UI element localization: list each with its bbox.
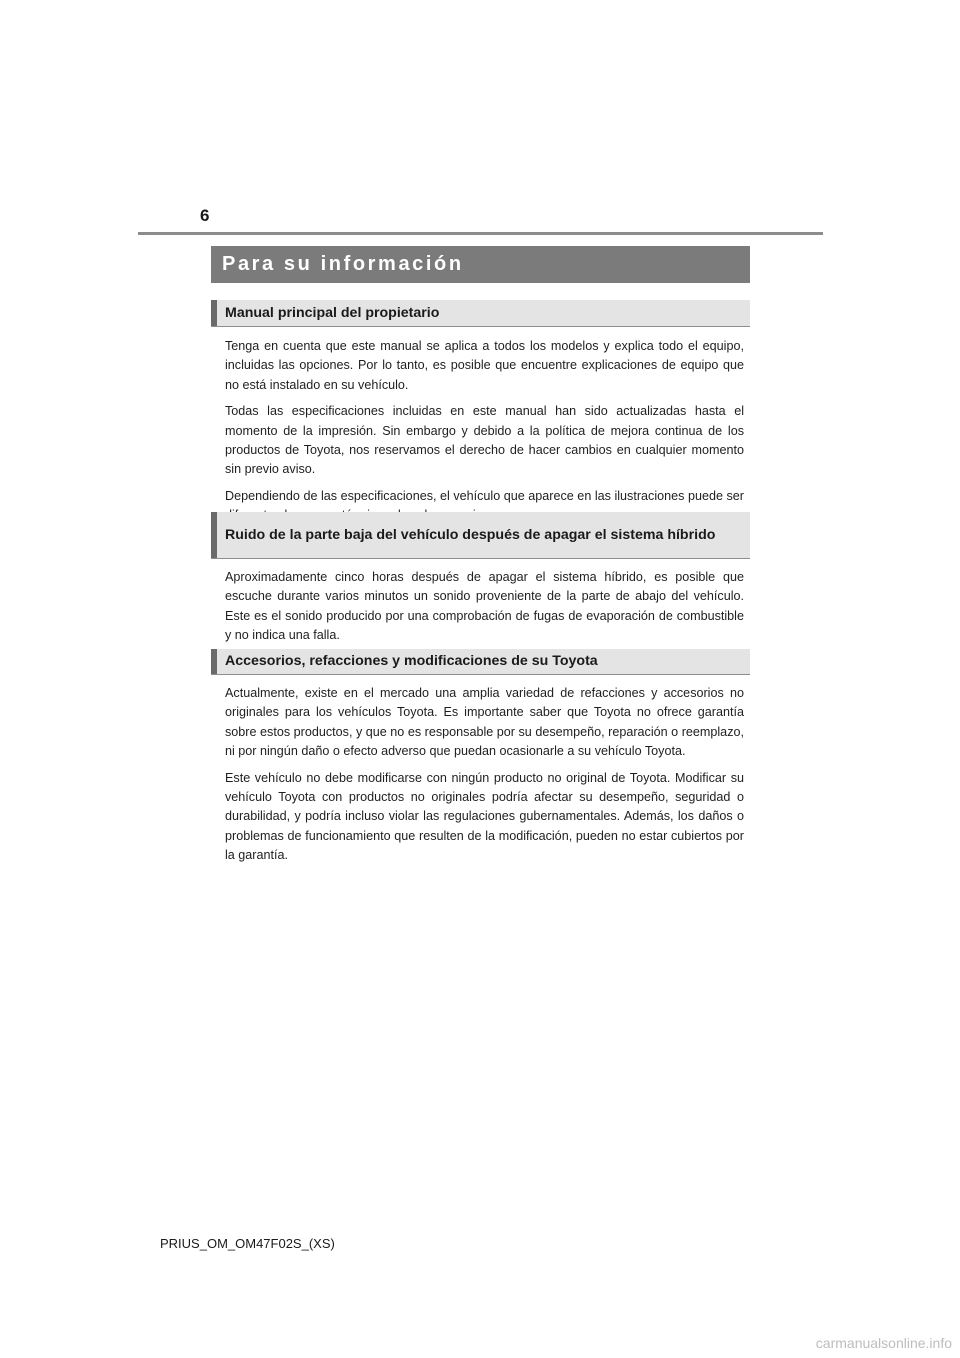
paragraph: Todas las especificaciones incluidas en este manual han sido actualizadas hasta el momento de la impresión. Sin embargo y debido a la política de mejora continua de los productos de Toyota, nos reservamos el derecho de hacer cambios en cualquier momento sin previo aviso. (225, 404, 744, 477)
section-accent (211, 512, 217, 558)
page-title: Para su información (222, 253, 464, 275)
section-accent (211, 300, 217, 326)
paragraph: Actualmente, existe en el mercado una amplia variedad de refacciones y accesorios no originales para los vehículos Toyota. Es importante saber que Toyota no ofrece garantía sobre estos productos, y que no es responsable por su desempeño, reparación o reemplazo, ni por ningún daño o efecto adverso que puedan ocasionarle a su vehículo Toyota. (225, 686, 744, 759)
watermark: carmanualsonline.info (815, 1335, 952, 1351)
section-body-manual (225, 337, 744, 533)
section-heading: Manual principal del propietario (225, 304, 440, 321)
paragraph: Dependiendo de las especificaciones, el vehículo que aparece en las ilustraciones puede ser (225, 488, 744, 503)
section-heading: Accesorios, refacciones y modificaciones de su Toyota (225, 653, 598, 669)
section-body-ruido (225, 568, 744, 653)
section-header-ruido (211, 512, 750, 559)
section-accent (211, 649, 217, 674)
paragraph: Este vehículo no debe modificarse con ningún producto no original de Toyota. Modificar su vehículo Toyota con productos no originales podría afectar su desempeño, seguridad o durabilidad, y podría incluso violar las regulaciones gubernamentales. Además, los daños o problemas de funcionamiento que resulten de la modificación, pueden no estar cubiertos por la garantía. (225, 770, 744, 863)
section-heading: Ruido de la parte baja del vehículo después de apagar el sistema híbrido (225, 526, 716, 543)
paragraph: Aproximadamente cinco horas después de apagar el sistema híbrido, es posible que escuche durante varios minutos un sonido proveniente de la parte de abajo del vehículo. Este es el sonido producido por una comprobación de fugas de evaporación de combustible y no indica una falla. (225, 570, 744, 643)
page-title-bar (211, 246, 750, 283)
paragraph: Tenga en cuenta que este manual se aplica a todos los modelos y explica todo el equipo, incluidas las opciones. Por lo tanto, es posible que encuentre explicaciones de equipo que no está instalado en su vehículo. (225, 339, 744, 392)
page-number: 6 (200, 206, 210, 225)
footer-code: PRIUS_OM_OM47F02S_(XS) (160, 1236, 335, 1251)
section-header-accesorios (211, 649, 750, 675)
section-body-accesorios (225, 684, 744, 873)
header-rule (138, 232, 823, 235)
section-header-manual (211, 300, 750, 327)
